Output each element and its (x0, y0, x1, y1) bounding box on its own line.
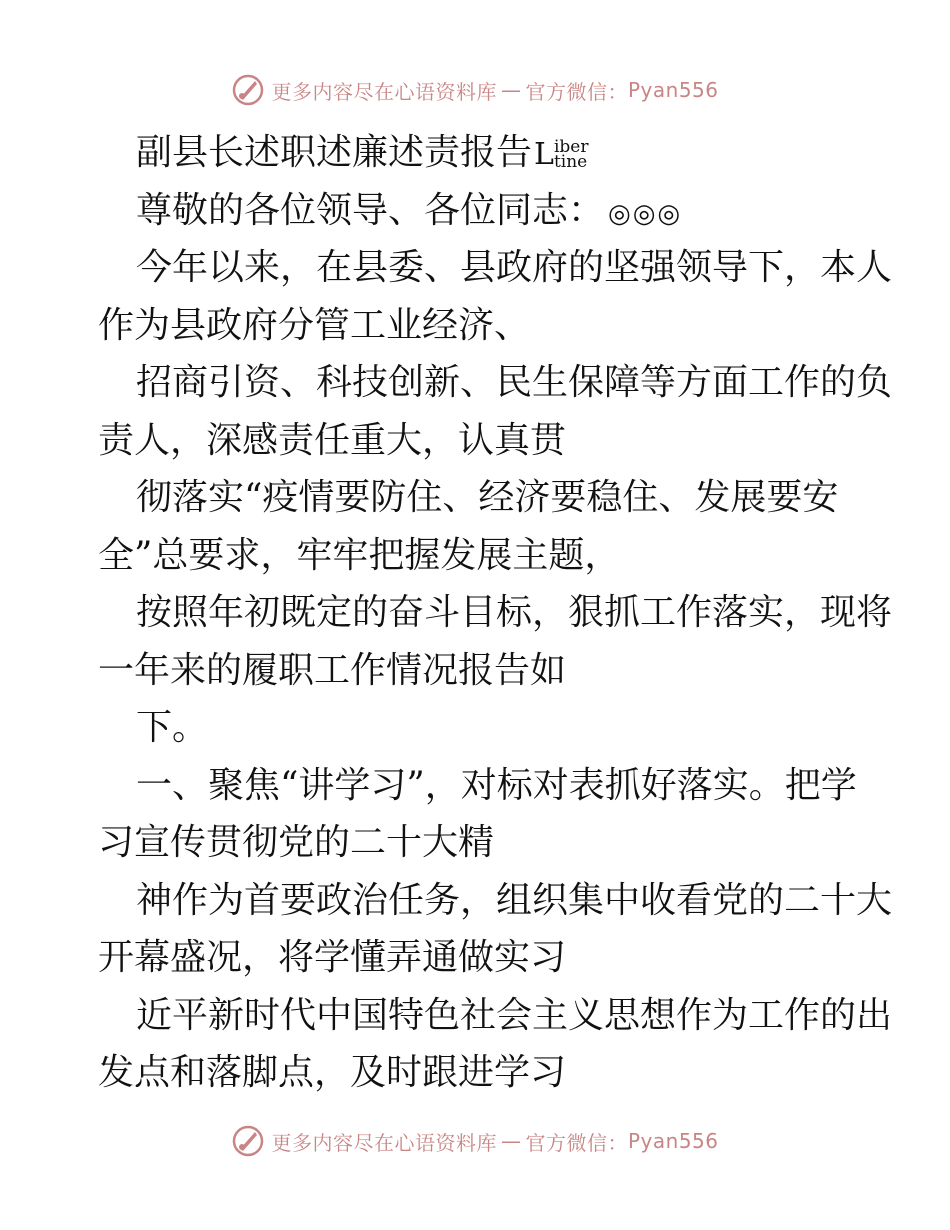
quill-logo-icon (231, 73, 265, 107)
body-line: 今年以来，在县委、县政府的坚强领导下，本人 (136, 247, 893, 288)
greeting: 尊敬的各位领导、各位同志： (136, 189, 605, 231)
body-line: 神作为首要政治任务，组织集中收看党的二十大 (136, 879, 893, 921)
watermark-dash: — (500, 1129, 522, 1153)
body-line: 开幕盛况，将学懂弄通做实习 (98, 937, 567, 978)
header-watermark (0, 70, 950, 110)
body-line: 一年来的履职工作情况报告如 (98, 649, 567, 691)
body-line: 彻落实“疫情要防住、经济要稳住、发展要安 (136, 477, 839, 518)
greeting-line (98, 182, 858, 240)
watermark-label: 官方微信： (525, 79, 628, 104)
title-suffix-stack (553, 136, 589, 172)
body-line: 习宣传贯彻党的二十大精 (98, 822, 495, 863)
watermark-account: Pyan556 (627, 78, 719, 102)
watermark-dash: — (500, 78, 522, 102)
body-line: 招商引资、科技创新、民生保障等方面工作的负 (136, 362, 893, 403)
title-suffix-bottom: tine (553, 151, 588, 172)
title-suffix (534, 136, 589, 172)
body-line: 按照年初既定的奋斗目标，狠抓工作落实，现将 (136, 592, 893, 633)
document-body (98, 124, 893, 1102)
quill-logo-icon (231, 1124, 265, 1158)
document-title: 副县长述职述廉述责报告 (136, 132, 533, 173)
body-line: 作为县政府分管工业经济、 (98, 304, 531, 346)
document-title-line (98, 124, 858, 182)
watermark-account: Pyan556 (627, 1129, 719, 1153)
body-line: 下。 (136, 707, 209, 748)
body-line: 责人，深感责任重大，认真贯 (98, 419, 567, 461)
body-line: 发点和落脚点，及时跟进学习 (98, 1052, 567, 1093)
greeting-ornament: ◎◎◎ (608, 198, 683, 229)
watermark-label: 官方微信： (525, 1130, 628, 1155)
body-line: 全”总要求，牢牢把握发展主题， (98, 534, 621, 576)
section-heading-line: 一、聚焦“讲学习”，对标对表抓好落实。把学 (136, 764, 857, 806)
body-line: 近平新时代中国特色社会主义思想作为工作的出 (136, 994, 893, 1036)
title-suffix-top: iber (553, 136, 589, 157)
watermark-brand: 更多内容尽在心语资料库 (271, 1130, 497, 1155)
title-suffix-initial: L (534, 136, 554, 172)
watermark-brand: 更多内容尽在心语资料库 (271, 79, 497, 104)
footer-watermark (0, 1121, 950, 1161)
